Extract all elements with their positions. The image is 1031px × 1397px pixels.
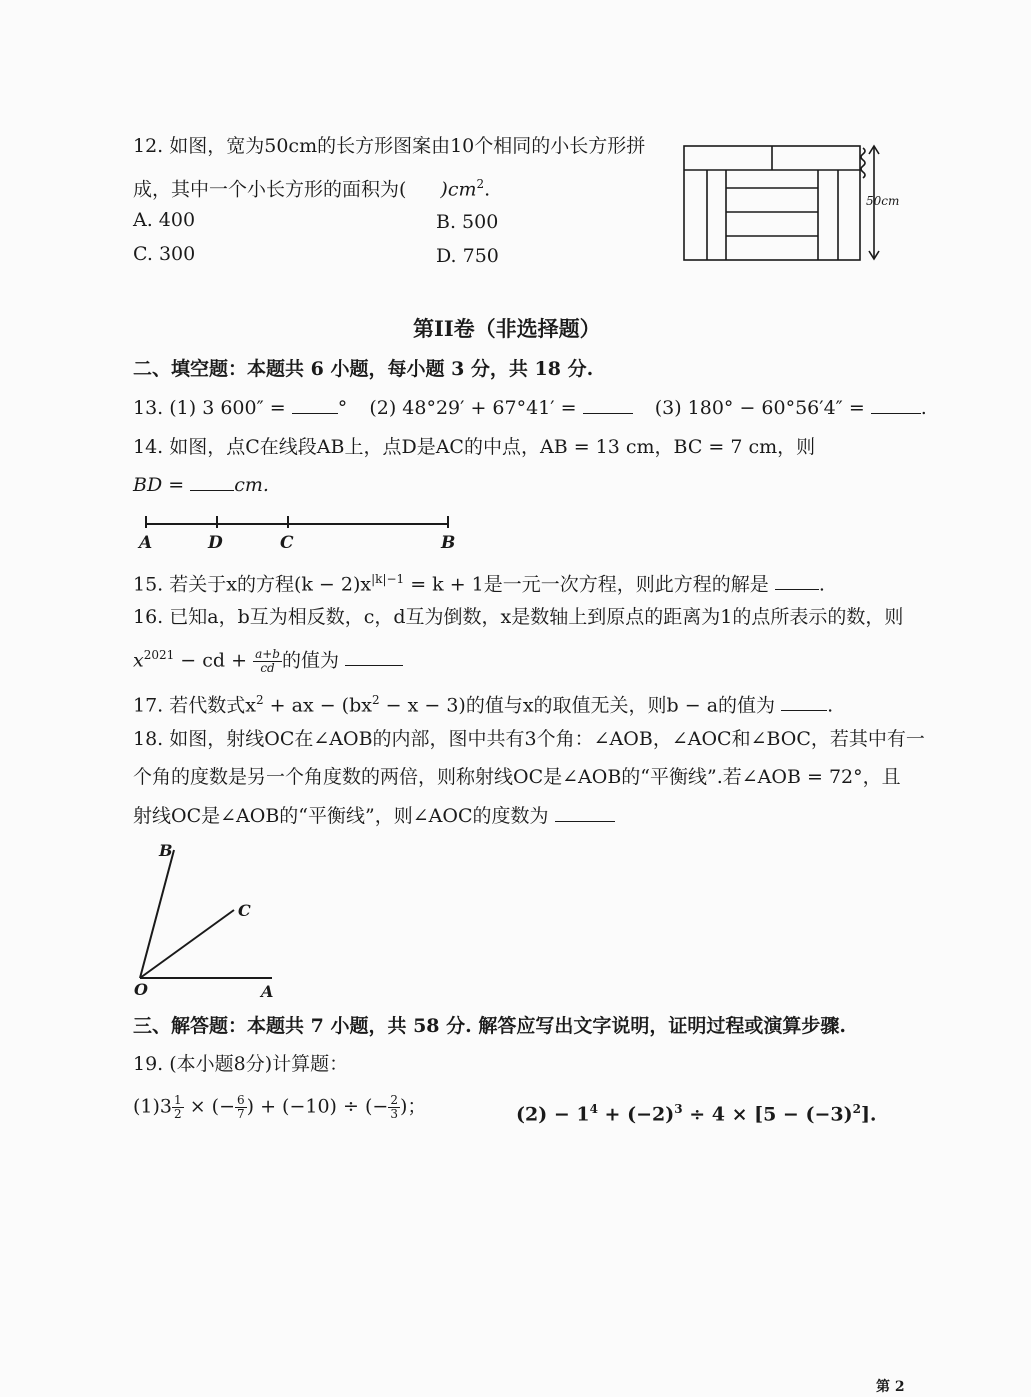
q12-rectangle-figure xyxy=(680,140,910,265)
q18-line3 xyxy=(133,803,615,828)
point-a-label: A xyxy=(139,533,153,553)
q17-blank[interactable] xyxy=(781,692,827,711)
q13-part2: (2) 48°29′ + 67°41′ = xyxy=(369,397,577,419)
q12-line2-prefix: 成，其中一个小长方形的面积为( xyxy=(133,178,407,201)
q13-blank3[interactable] xyxy=(871,395,921,414)
ray-ob xyxy=(140,850,174,978)
q17-line: 17. 若代数式$x^2$ + ax − $(bx^2 - x - 3)$的值与x的取值无关，则b − a的值为 . xyxy=(133,693,834,717)
q16-tail: 的值为 xyxy=(281,649,339,672)
q16-line2 xyxy=(133,643,403,675)
q12-option-c: C. 300 xyxy=(133,243,196,265)
q15-prefix: 15. 若关于x的方程(k − 2)x xyxy=(133,573,372,596)
q19-p1-mixed-den: 2 xyxy=(174,1107,182,1121)
q18-line3-text: 射线OC是∠AOB的“平衡线”，则∠AOC的度数为 xyxy=(133,805,549,827)
q19-p2-d: ]. xyxy=(860,1103,877,1126)
q12-option-b: B. 500 xyxy=(436,211,499,233)
angle-label-a: A xyxy=(261,982,274,1001)
q16-frac-num: a+b xyxy=(255,646,280,661)
q16-fraction xyxy=(253,648,282,675)
q13-part1-unit: ° xyxy=(337,397,348,419)
q18-line1: 18. 如图，射线OC在∠AOB的内部，图中共有3个角：∠AOB，∠AOC和∠BOC，若其中有一 xyxy=(133,728,925,750)
q16-frac-den: cd xyxy=(260,660,275,675)
q14-line2-suffix: cm. xyxy=(234,474,269,496)
q19-part1 xyxy=(133,1094,426,1121)
q14-segment-figure xyxy=(130,508,470,556)
q13-line: 13. (1) 3 600″ = ° (2) 48°29′ + 67°41′ = (3) 180° − 60°56′4″ = . xyxy=(133,397,927,419)
q12-option-a: A. 400 xyxy=(133,209,196,231)
q19-p1-f2-num: 2 xyxy=(390,1093,398,1107)
q19-part2 xyxy=(516,1097,877,1126)
q14-line2-prefix: BD = xyxy=(133,474,185,496)
q13-part1: 13. (1) 3 600″ = xyxy=(133,397,286,419)
section2-title: 第II卷（非选择题） xyxy=(413,316,601,341)
q13-part3: (3) 180° − 60°56′4″ = xyxy=(654,397,865,419)
q17-sup2: 2 xyxy=(371,693,380,707)
q16-x-sup: 2021 xyxy=(143,648,175,662)
q16-minus-cd: − cd + xyxy=(174,649,254,672)
q13-blank1[interactable] xyxy=(292,395,338,414)
q19-p2-c: ÷ 4 × [5 − (−3) xyxy=(682,1103,853,1126)
q19-heading: 19. (本小题8分)计算题： xyxy=(133,1053,349,1075)
part3-heading: 三、解答题：本题共 7 小题，共 58 分. 解答应写出文字说明，证明过程或演算步骤. xyxy=(133,1015,846,1037)
q17-prefix: 17. 若代数式x xyxy=(133,694,256,717)
q18-angle-figure xyxy=(128,838,288,1003)
q19-p1-mixed-num: 1 xyxy=(174,1093,182,1107)
q19-p2-sup2: 3 xyxy=(674,1102,683,1116)
q19-p1-fraction2 xyxy=(388,1094,400,1121)
q19-p1-f2-den: 3 xyxy=(390,1107,398,1121)
q16-blank[interactable] xyxy=(345,647,403,666)
q12-line2: 成，其中一个小长方形的面积为( )$cm^2$. xyxy=(133,177,491,201)
q17-sup1: 2 xyxy=(255,693,264,707)
q15-suffix: = k + 1是一元一次方程，则此方程的解是 xyxy=(404,573,769,596)
q19-p1-prefix: (1)3 xyxy=(133,1095,173,1118)
q19-p1-mid1: × (− xyxy=(183,1095,235,1118)
q17-suffix: − x − 3)的值与x的取值无关，则b − a的值为 xyxy=(379,694,776,717)
q12-line1: 12. 如图，宽为50cm的长方形图案由10个相同的小长方形拼 xyxy=(133,135,646,157)
q12-line2-sup: 2 xyxy=(476,177,485,191)
q14-line1: 14. 如图，点C在线段AB上，点D是AC的中点，AB = 13 cm，BC = 7 cm，则 xyxy=(133,436,816,458)
q19-p2-sup1: 4 xyxy=(589,1102,598,1116)
q16-line1: 16. 已知a，b互为相反数，c，d互为倒数，x是数轴上到原点的距离为1的点所表示的数，则 xyxy=(133,606,904,628)
q19-p2-a: (2) − 1 xyxy=(516,1103,590,1126)
point-c-label: C xyxy=(280,533,294,553)
q19-p1-f1-den: 7 xyxy=(237,1107,245,1121)
q15-line: 15. 若关于x的方程$(k - 2)x^{|k|-1} = k + 1$是一元一次方程，则此方程的解是 . xyxy=(133,572,825,596)
q15-sup: |k|−1 xyxy=(371,572,405,586)
part2-heading: 二、填空题：本题共 6 小题，每小题 3 分，共 18 分. xyxy=(133,358,594,380)
q19-p1-f1-num: 6 xyxy=(237,1093,245,1107)
q19-p2-b: + (−2) xyxy=(597,1103,675,1126)
page-number: 第 2 xyxy=(876,1379,905,1395)
q19-p1-mixed-fraction xyxy=(172,1094,184,1121)
q16-x-base: x xyxy=(133,649,144,672)
angle-label-b: B xyxy=(159,841,173,860)
q18-line2: 个角的度数是另一个角度数的两倍，则称射线OC是∠AOB的“平衡线”.若∠AOB = 72°，且 xyxy=(133,766,901,788)
q13-blank2[interactable] xyxy=(583,395,633,414)
q18-blank[interactable] xyxy=(555,803,615,822)
q19-p1-end: )； xyxy=(399,1095,427,1118)
point-b-label: B xyxy=(441,533,456,553)
q19-p2-sup3: 2 xyxy=(852,1102,861,1116)
q14-blank[interactable] xyxy=(190,472,234,491)
q19-p1-mid2: ) + (−10) ÷ (− xyxy=(246,1095,389,1118)
q17-mid: + ax − (bx xyxy=(263,694,372,717)
q15-blank[interactable] xyxy=(775,571,819,590)
angle-label-c: C xyxy=(238,901,251,920)
point-d-label: D xyxy=(208,533,223,553)
q14-line2 xyxy=(133,472,269,497)
q12-option-d: D. 750 xyxy=(436,245,499,267)
q12-figure-label: 50cm xyxy=(866,194,900,208)
q12-line2-suffix: )cm xyxy=(440,178,477,201)
ray-oc xyxy=(140,910,234,978)
q19-p1-fraction1 xyxy=(235,1094,247,1121)
angle-label-o: O xyxy=(134,980,148,999)
